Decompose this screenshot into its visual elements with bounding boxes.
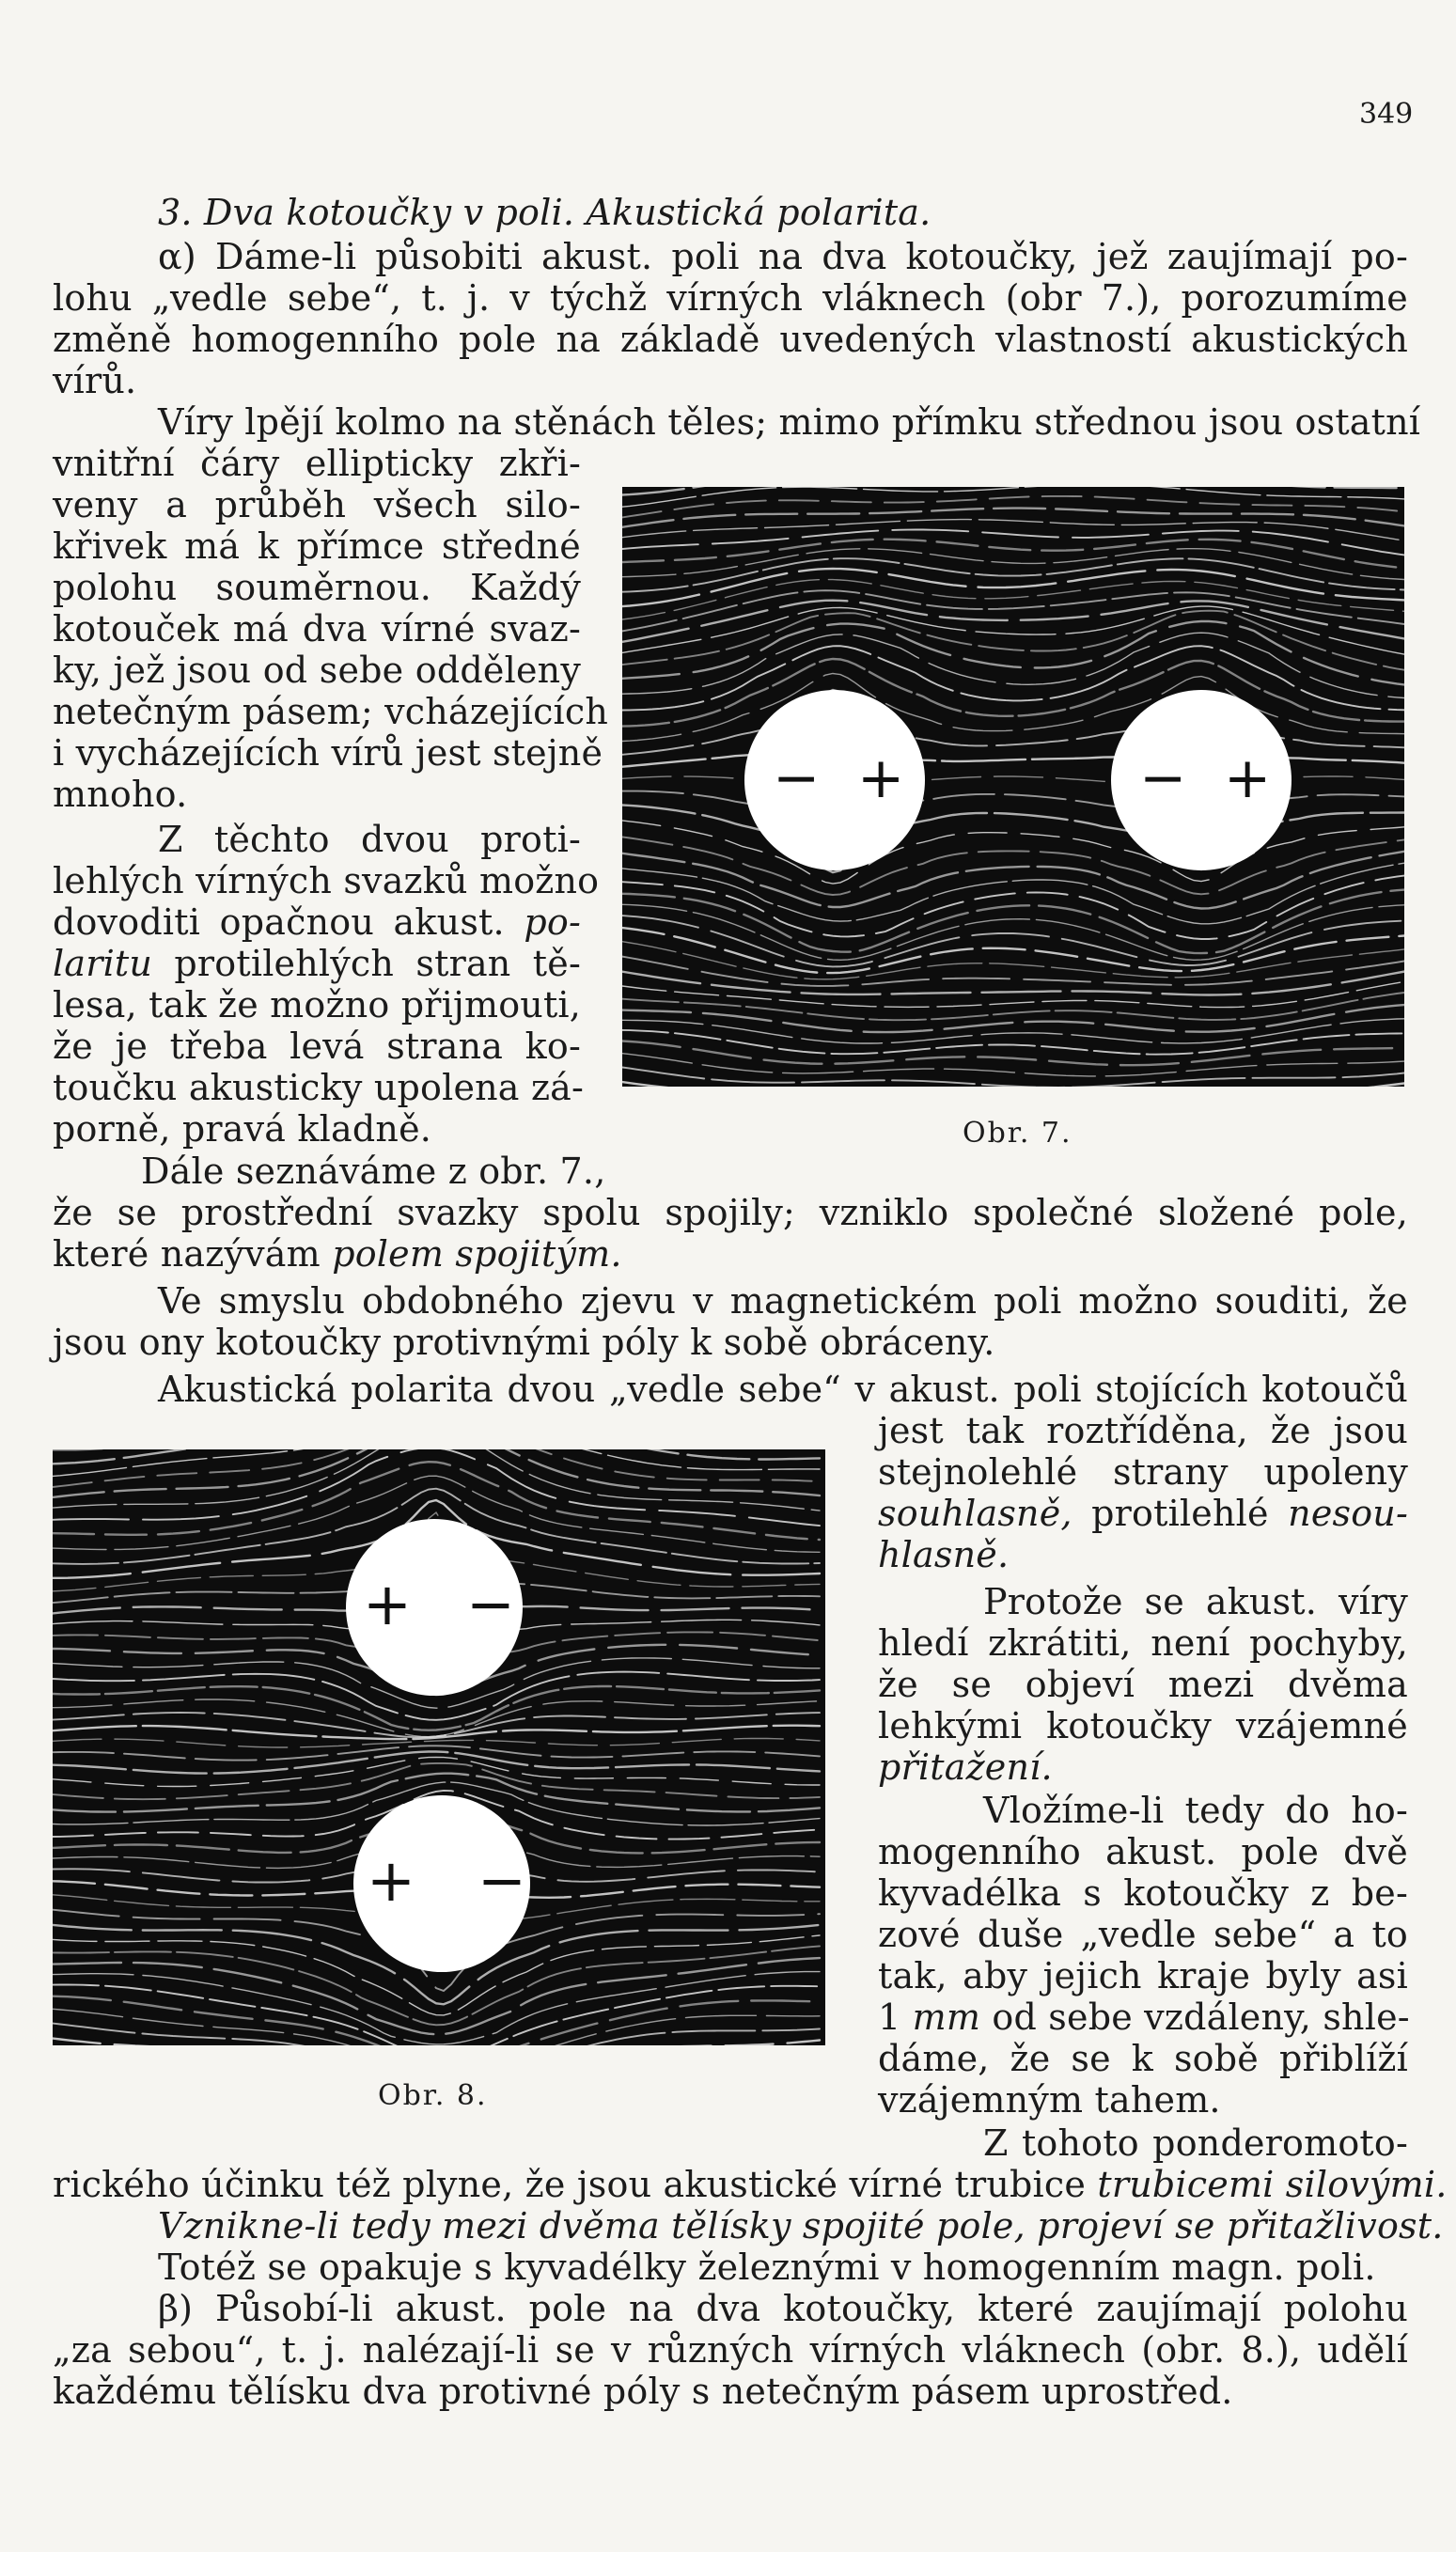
field-line <box>622 957 1404 986</box>
text-line: lohu „vedle sebe“, t. j. v týchž vírných vláknech (obr 7.), porozumíme <box>53 277 1408 319</box>
plus-sign: + <box>857 745 905 811</box>
text-span: od sebe vzdáleny, shle- <box>992 1996 1410 2038</box>
field-line <box>53 1713 820 1737</box>
text-line: Totéž se opakuje s kyvadélky železnými v homogenním magn. poli. <box>158 2247 1376 2288</box>
field-line <box>622 928 1404 973</box>
text-line <box>53 1233 622 1275</box>
field-line <box>622 530 1404 556</box>
field-line <box>622 520 1404 541</box>
text-line: křivek má k přímce středné <box>53 525 581 567</box>
text-span: rického účinku též plyne, že jsou akustické vírné trubice <box>53 2164 1087 2205</box>
text-line: Ve smyslu obdobného zjevu v magnetickém poli možno souditi, že <box>158 1280 1408 1322</box>
figure-8-caption: Obr. 8. <box>378 2079 488 2112</box>
text-line: že se prostřední svazky spolu spojily; vzniklo společné složené pole, <box>53 1192 1408 1233</box>
field-line <box>53 1763 820 1799</box>
text-line: toučku akusticky upolena zá- <box>53 1067 585 1108</box>
text-line: Vložíme-li tedy do ho- <box>983 1790 1408 1831</box>
text-line <box>878 1996 1408 2038</box>
plus-sign: + <box>367 1846 415 1915</box>
text-line: Dále seznáváme z obr. 7., <box>141 1151 606 1192</box>
emphasis-text: polem spojitým. <box>332 1233 622 1275</box>
field-lines-image <box>622 487 1404 1087</box>
minus-sign: − <box>466 1570 515 1638</box>
field-line <box>53 2024 820 2045</box>
minus-sign: − <box>1139 745 1187 811</box>
italic-statement: Vznikne-li tedy mezi dvěma tělísky spojité pole, projeví se přitažlivost. <box>158 2205 1444 2247</box>
text-line <box>53 943 581 984</box>
field-line <box>622 806 1404 873</box>
emphasis-text: trubicemi silovými. <box>1097 2164 1448 2205</box>
field-line <box>53 1726 820 1739</box>
text-line: Akustická polarita dvou „vedle sebe“ v akust. poli stojících kotoučů <box>158 1369 1408 1410</box>
text-line: jest tak roztříděna, že jsou <box>878 1410 1408 1451</box>
text-line: lehkými kotoučky vzájemné <box>878 1705 1408 1746</box>
field-line <box>622 972 1404 995</box>
plus-sign: + <box>363 1570 412 1638</box>
field-lines-image <box>53 1449 825 2045</box>
text-line <box>878 1493 1408 1534</box>
text-line: hledí zkrátiti, není pochyby, <box>878 1622 1408 1664</box>
text-line: Víry lpějí kolmo na stěnách těles; mimo přímku střednou jsou ostatní <box>158 401 1421 443</box>
text-line: dáme, že se k sobě přiblíží <box>878 2038 1408 2079</box>
field-line <box>622 606 1404 654</box>
field-line <box>622 981 1404 1007</box>
text-line: polohu souměrnou. Každý <box>53 567 581 608</box>
field-line <box>53 1746 820 1760</box>
field-line <box>622 1005 1404 1032</box>
text-line: veny a průběh všech silo- <box>53 484 581 525</box>
text-line: jsou ony kotoučky protivnými póly k sobě obráceny. <box>53 1322 995 1363</box>
text-line: lesa, tak že možno přijmouti, <box>53 984 582 1025</box>
text-line: změně homogenního pole na základě uvedených vlastností akustických <box>53 319 1408 360</box>
text-span: které nazývám <box>53 1233 321 1275</box>
emphasis-text: laritu <box>53 943 153 984</box>
emphasis-text: po- <box>524 901 581 943</box>
text-line: že je třeba levá strana ko- <box>53 1025 581 1067</box>
emphasis-text: souhlasně, <box>878 1493 1072 1534</box>
emphasis-text: mm <box>912 1996 981 2038</box>
field-line <box>622 942 1404 979</box>
text-span: protilehlé <box>1091 1493 1269 1534</box>
text-line: že se objeví mezi dvěma <box>878 1664 1408 1705</box>
text-line: vnitřní čáry ellipticky zkři- <box>53 443 581 484</box>
emphasis-text: nesou- <box>1288 1493 1409 1534</box>
text-line: ky, jež jsou od sebe odděleny <box>53 650 581 691</box>
text-span: 1 <box>878 1996 901 2038</box>
text-line: kyvadélka s kotoučky z be- <box>878 1872 1408 1914</box>
text-line: stejnolehlé strany upoleny <box>878 1451 1408 1493</box>
field-line <box>53 1449 820 1450</box>
text-line <box>53 901 581 943</box>
text-line: β) Působí-li akust. pole na dva kotoučky, které zaujímají polohu <box>158 2288 1408 2329</box>
text-line: mogenního akust. pole dvě <box>878 1831 1408 1872</box>
text-line: zové duše „vedle sebe“ a to <box>878 1914 1408 1955</box>
figure-7-caption: Obr. 7. <box>963 1117 1072 1150</box>
field-line <box>622 916 1404 966</box>
text-line: vírů. <box>53 360 137 401</box>
text-line: i vycházejících vírů jest stejně <box>53 732 603 774</box>
page-number: 349 <box>1359 98 1414 131</box>
field-line <box>53 1449 820 1487</box>
field-line <box>53 1449 820 1526</box>
text-line: netečným pásem; vcházejících <box>53 691 609 732</box>
text-line: tak, aby jejich kraje byly asi <box>878 1955 1408 1996</box>
text-line: kotouček má dva vírné svaz- <box>53 608 581 650</box>
figure-8 <box>53 1449 825 2045</box>
text-line: hlasně. <box>878 1534 1010 1575</box>
text-line: Protože se akust. víry <box>983 1581 1408 1622</box>
text-span: protilehlých stran tě- <box>174 943 581 984</box>
field-line <box>622 821 1404 884</box>
text-line <box>53 2164 1448 2205</box>
figure-7 <box>622 487 1404 1087</box>
text-line: vzájemným tahem. <box>878 2079 1221 2121</box>
minus-sign: − <box>773 745 821 811</box>
field-line <box>622 540 1404 569</box>
field-line <box>622 1030 1404 1055</box>
text-line: lehlých vírných svazků možno <box>53 860 600 901</box>
text-line: Z tohoto ponderomoto- <box>983 2122 1408 2164</box>
text-line: „za sebou“, t. j. nalézají-li se v různých vírných vláknech (obr. 8.), udělí <box>53 2329 1408 2371</box>
text-line: porně, pravá kladně. <box>53 1108 432 1150</box>
text-line: Z těchto dvou proti- <box>158 819 581 860</box>
field-line <box>622 904 1404 960</box>
text-line: α) Dáme-li působiti akust. poli na dva kotoučky, jež zaujímají po- <box>158 236 1408 277</box>
minus-sign: − <box>478 1846 526 1915</box>
section-heading: 3. Dva kotoučky v poli. Akustická polarita. <box>158 192 932 233</box>
text-line: mnoho. <box>53 774 188 815</box>
plus-sign: + <box>1224 745 1272 811</box>
text-line: každému tělísku dva protivné póly s netečným pásem uprostřed. <box>53 2371 1233 2412</box>
text-span: dovoditi opačnou akust. <box>53 901 505 943</box>
text-line: přitažení. <box>878 1746 1053 1788</box>
